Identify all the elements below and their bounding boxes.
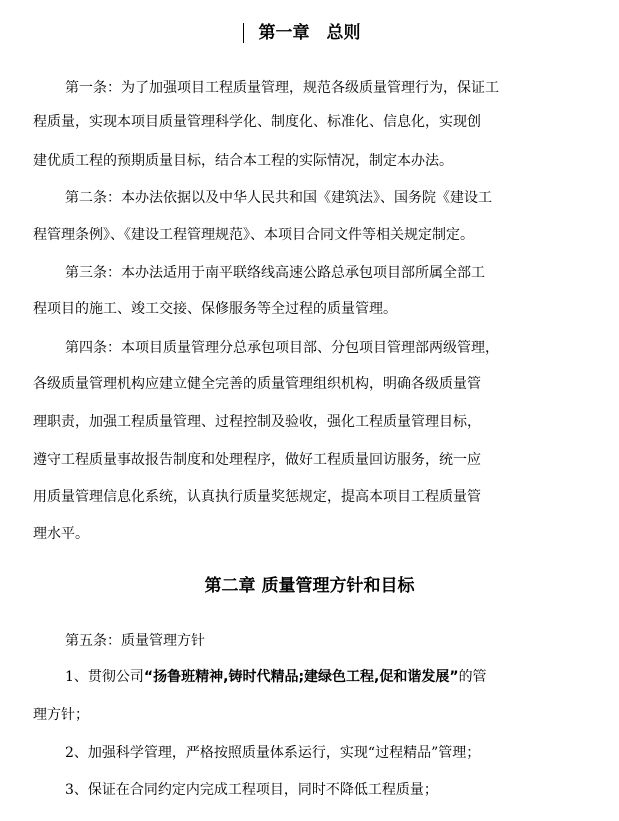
article-2-line-2: 程管理条例》、《建设工程管理规范》、本项目合同文件等相关规定制定。: [33, 227, 474, 243]
article-4-line-5: 用质量管理信息化系统，认真执行质量奖惩规定，提高本项目工程质量管: [33, 489, 481, 505]
article-1-line-1: 第一条：为了加强项目工程质量管理，规范各级质量管理行为，保证工: [65, 80, 499, 96]
chapter-2-title: 第二章 质量管理方针和目标: [204, 576, 415, 596]
article-2-line-1: 第二条：本办法依据以及中华人民共和国《建筑法》、国务院《建设工: [65, 190, 492, 206]
article-1-line-2: 程质量，实现本项目质量管理科学化、制度化、标准化、信息化，实现创: [33, 114, 481, 130]
policy-item-1-prefix: 1、贯彻公司: [65, 669, 144, 685]
article-4-line-4: 遵守工程质量事故报告制度和处理程序，做好工程质量回访服务，统一应: [33, 452, 481, 468]
policy-item-3: 3、保证在合同约定内完成工程项目，同时不降低工程质量；: [65, 782, 438, 798]
article-4-line-6: 理水平。: [33, 526, 89, 542]
article-4-line-2: 各级质量管理机构应建立健全完善的质量管理组织机构，明确各级质量管: [33, 376, 481, 392]
article-1-line-3: 建优质工程的预期质量目标，结合本工程的实际情况，制定本办法。: [33, 153, 453, 169]
article-3-line-1: 第三条：本办法适用于南平联络线高速公路总承包项目部所属全部工: [65, 265, 485, 281]
article-5-heading: 第五条：质量管理方针: [65, 633, 205, 649]
policy-item-1-suffix: 的管: [458, 669, 487, 685]
chapter-1-title: 第一章 总则: [258, 23, 361, 43]
company-slogan: “扬鲁班精神,铸时代精品;建绿色工程,促和谐发展”: [143, 669, 459, 685]
article-3-line-2: 程项目的施工、竣工交接、保修服务等全过程的质量管理。: [33, 301, 397, 317]
policy-item-2: 2、加强科学管理，严格按照质量体系运行，实现“过程精品”管理；: [65, 745, 481, 761]
policy-item-1: [65, 667, 487, 687]
article-4-line-3: 理职责，加强工程质量管理、过程控制及验收，强化工程质量管理目标，: [33, 414, 481, 430]
article-4-line-1: 第四条：本项目质量管理分总承包项目部、分包项目管理部两级管理，: [65, 340, 499, 356]
policy-item-1-continuation: 理方针；: [33, 707, 89, 723]
